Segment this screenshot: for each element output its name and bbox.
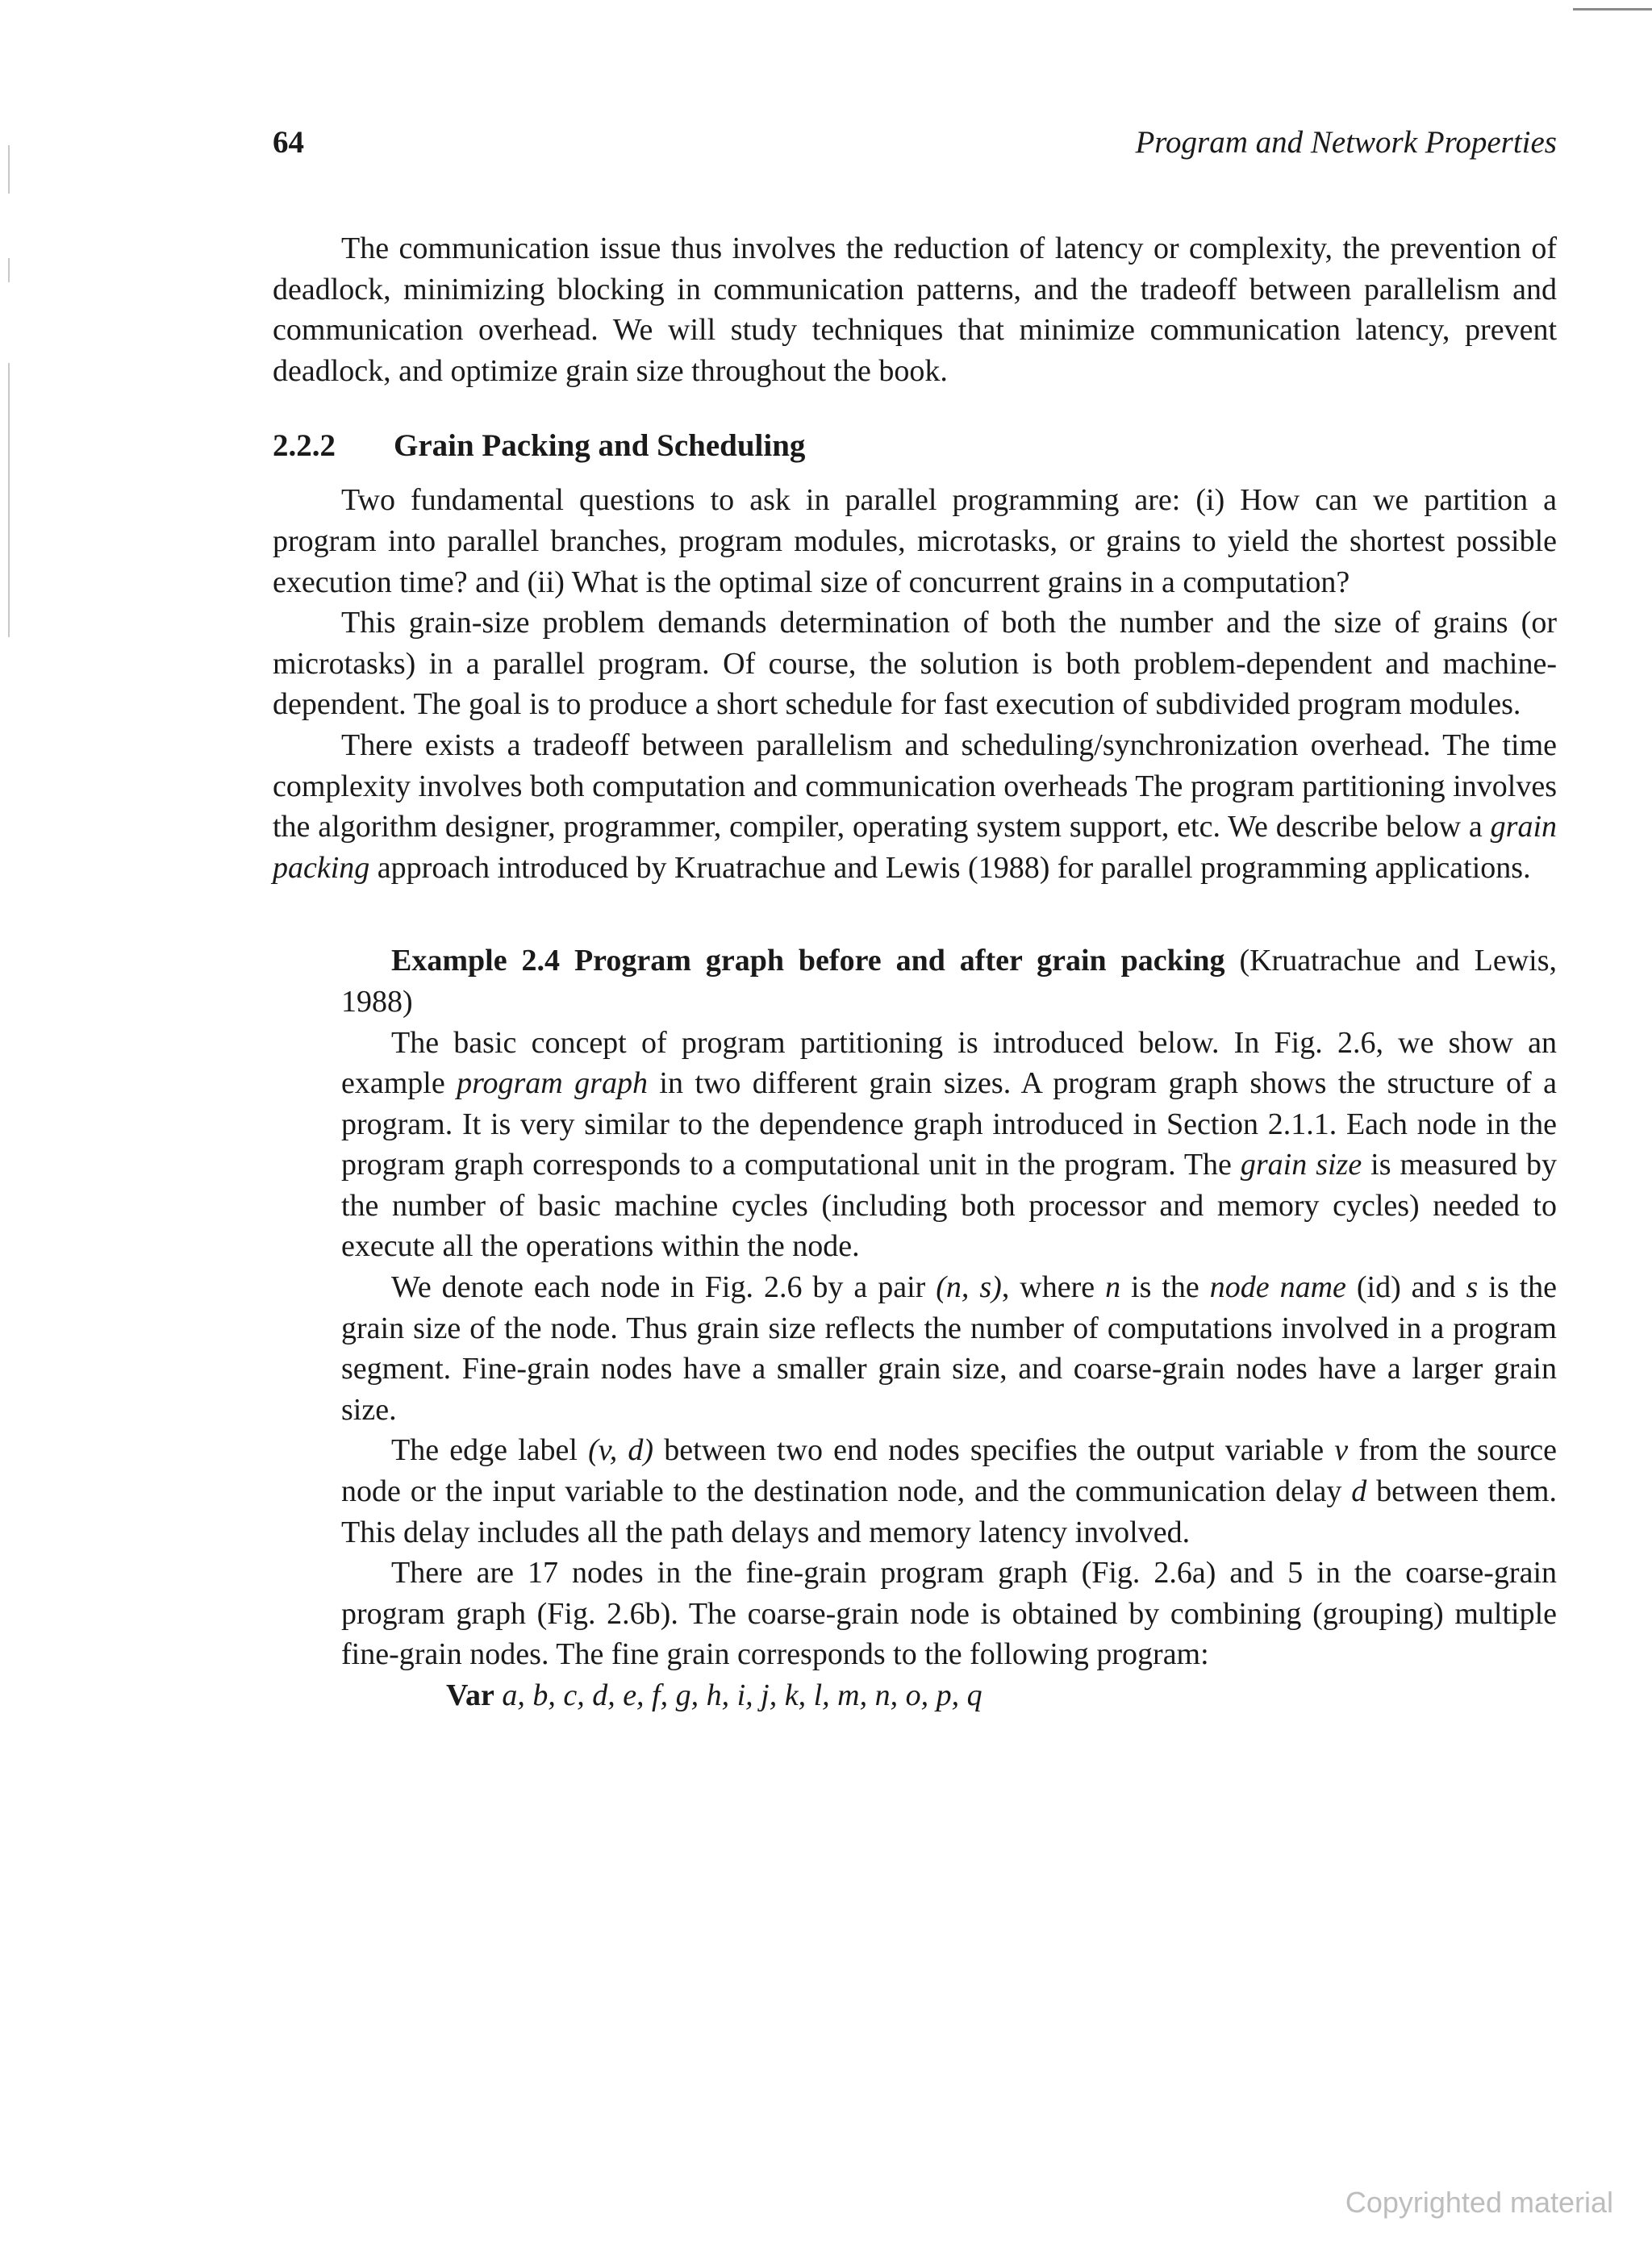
copyright-watermark: Copyrighted material [1345, 2186, 1613, 2219]
math-edge-label: (v, d) [588, 1433, 654, 1468]
math-d: d [1351, 1474, 1367, 1509]
paragraph-text: between two end nodes specifies the output variable [664, 1433, 1325, 1468]
margin-mark [8, 145, 10, 194]
paragraph-text: in two different grain sizes. A program graph shows the structure of a program. It is very similar to the dependence graph introduced in Section 2.1.1. Each node in the program graph corresponds to a computational unit in the program. The [341, 1066, 1557, 1182]
margin-marks [8, 145, 13, 710]
paragraph-text: The basic concept of program partitioning is introduced below. In Fig. 2.6, we show an example [341, 1025, 1557, 1101]
math-pair-ns: (n, s) [936, 1270, 1002, 1305]
example-block [341, 940, 1557, 1716]
example-paragraph-1 [341, 1023, 1557, 1268]
margin-mark [8, 363, 10, 637]
paragraph-text: , where [1001, 1270, 1095, 1305]
section-number: 2.2.2 [273, 428, 336, 464]
paragraph-text: between them. This delay includes all the path delays and memory latency involved. [341, 1474, 1557, 1549]
example-paragraph-4: There are 17 nodes in the fine-grain program graph (Fig. 2.6a) and 5 in the coarse-grain program graph (Fig. 2.6b). The coarse-grain node is obtained by combining (grouping) multiple fine-grain nodes. The fine grain corresponds to the following program: [341, 1556, 1557, 1672]
section-paragraph-2: This grain-size problem demands determination of both the number and the size of grains (or microtasks) in a parallel program. Of course, the solution is both problem-dependent and machine-dependent. The goal is to produce a short schedule for fast execution of subdivided program modules. [273, 606, 1557, 722]
section-paragraph-1: Two fundamental questions to ask in parallel programming are: (i) How can we partition a program into parallel branches, program modules, microtasks, or grains to yield the shortest possible execution time? and (ii) What is the optimal size of concurrent grains in a computation? [273, 483, 1557, 599]
intro-paragraph: The communication issue thus involves the reduction of latency or complexity, the prevention of deadlock, minimizing blocking in communication patterns, and the tradeoff between parallelism and communication overhead. We will study techniques that minimize communication latency, prevent deadlock, and optimize grain size throughout the book. [273, 231, 1557, 388]
section-title: Grain Packing and Scheduling [394, 428, 806, 464]
paragraph-text: The edge label [391, 1433, 578, 1468]
var-list: a, b, c, d, e, f, g, h, i, j, k, l, m, n, o, p, q [502, 1678, 982, 1712]
emphasis-grain-size: grain size [1240, 1148, 1362, 1182]
example-citation: (Kruatrachue and Lewis, 1988) [341, 944, 1558, 1019]
example-paragraph-3 [341, 1430, 1557, 1553]
paragraph-text: is the grain size of the node. Thus grain size reflects the number of computations involved in a program segment. Fine-grain nodes have a smaller grain size, and coarse-grain nodes have a larger grain size. [341, 1270, 1558, 1427]
emphasis-node-name: node name [1209, 1270, 1346, 1305]
example-title: Example 2.4 Program graph before and after grain packing [391, 944, 1225, 978]
paragraph-text: We denote each node in Fig. 2.6 by a pair [391, 1270, 926, 1305]
corner-rule [1573, 8, 1652, 10]
math-n: n [1105, 1270, 1121, 1305]
paragraph-text: approach introduced by Kruatrachue and Lewis (1988) for parallel programming applications. [377, 850, 1531, 885]
running-head: Program and Network Properties [1135, 125, 1557, 160]
var-declaration [341, 1675, 1557, 1716]
emphasis-program-graph: program graph [457, 1066, 648, 1101]
math-s: s [1466, 1270, 1479, 1305]
section-paragraph-3 [273, 725, 1557, 888]
emphasis-grain-packing: grain packing [273, 810, 1558, 885]
paragraph-text: from the source node or the input variable to the destination node, and the communication delay [341, 1433, 1558, 1509]
paragraph-text: There exists a tradeoff between parallelism and scheduling/synchronization overhead. The time complexity involves both computation and communication overheads The program partitioning involves the algorithm designer, programmer, compiler, operating system support, etc. We describe below a [273, 728, 1557, 844]
section-heading [273, 426, 1557, 466]
page-number: 64 [273, 125, 304, 160]
margin-mark [8, 258, 10, 282]
paragraph-text: is measured by the number of basic machine cycles (including both processor and memory cycles) needed to execute all the operations within the node. [341, 1148, 1558, 1264]
example-heading [341, 940, 1557, 1022]
paragraph-text: is the [1131, 1270, 1199, 1305]
paragraph-text: (id) and [1356, 1270, 1456, 1305]
example-paragraph-2 [341, 1267, 1557, 1430]
page-body [273, 228, 1557, 1716]
var-keyword: Var [446, 1678, 494, 1712]
math-v: v [1334, 1433, 1349, 1468]
page-header [273, 123, 1557, 163]
